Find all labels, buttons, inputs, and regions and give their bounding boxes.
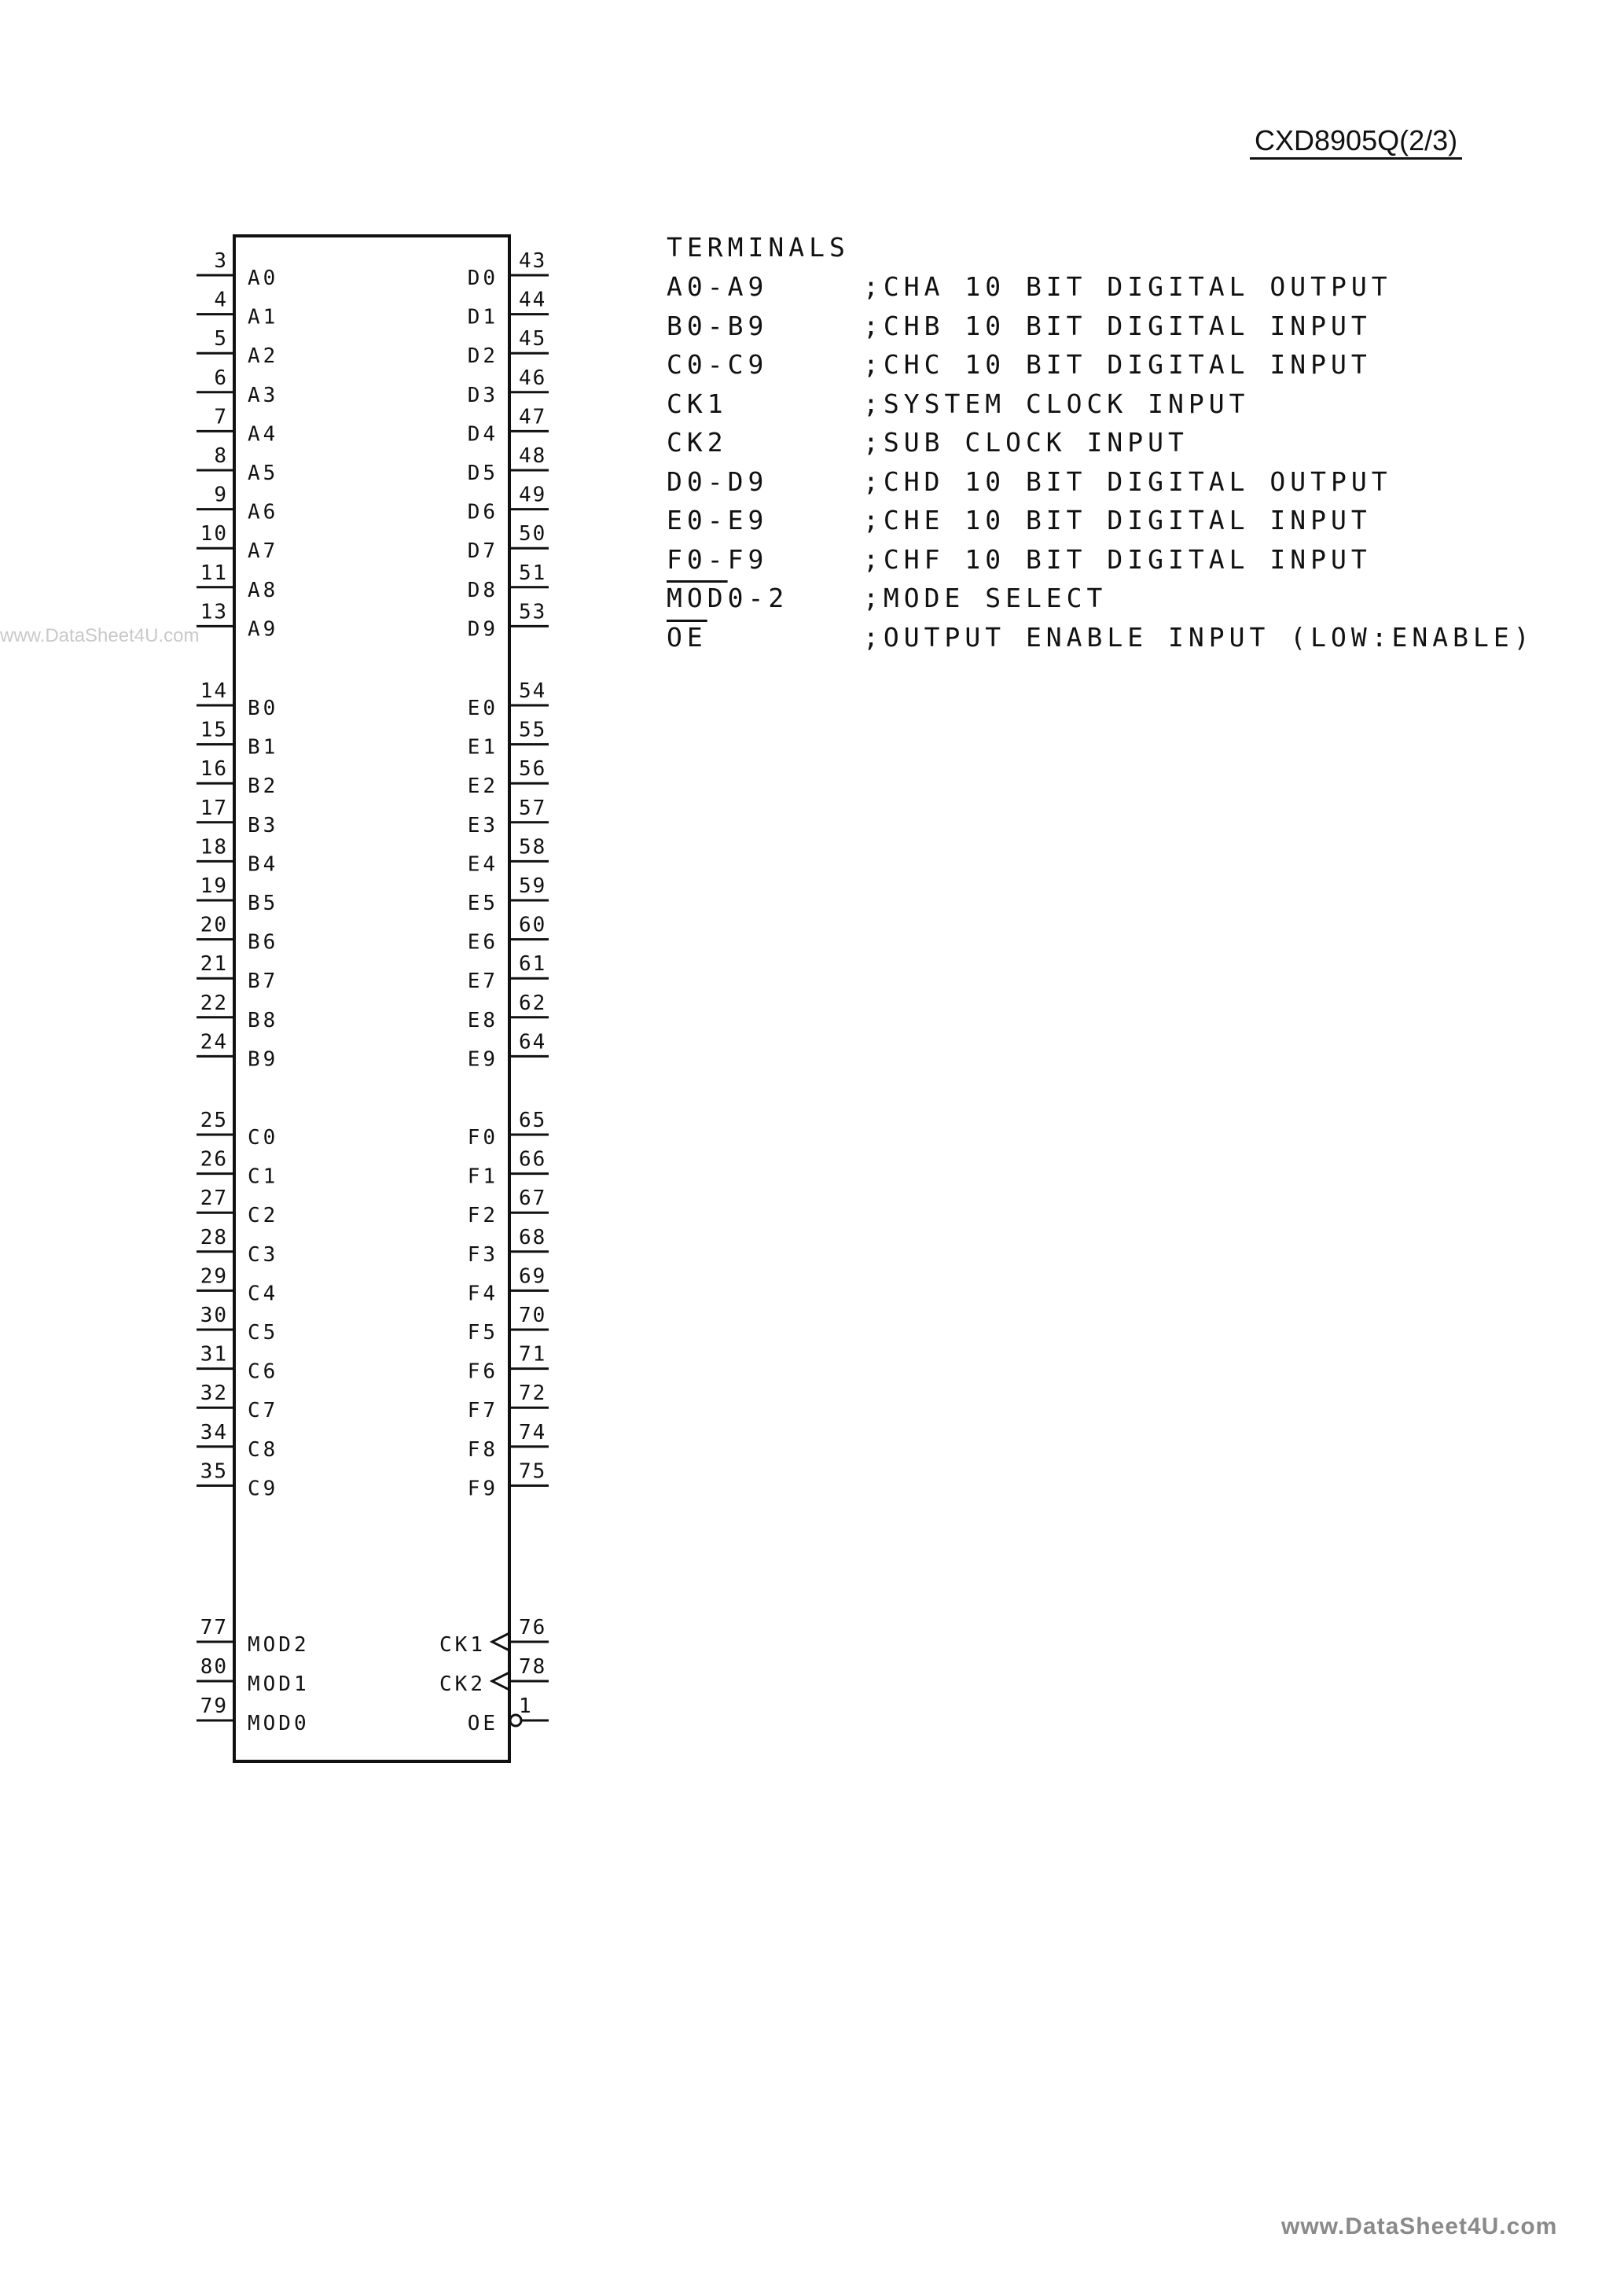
pin-number-left: 17 — [200, 796, 228, 820]
pin-number-left: 28 — [200, 1225, 228, 1249]
pin-label-left: A3 — [248, 383, 279, 407]
pin-label-right: F6 — [467, 1360, 498, 1384]
pin-label-left: A7 — [248, 539, 279, 564]
pin-number-right: 47 — [519, 405, 547, 429]
pin-number-left: 77 — [200, 1616, 228, 1639]
terminal-description: ;CHC 10 BIT DIGITAL INPUT — [863, 349, 1372, 380]
pin-label-left: B4 — [248, 852, 279, 877]
pin-number-left: 11 — [200, 561, 228, 585]
pin-number-right: 51 — [519, 561, 547, 585]
terminals-heading: TERMINALS — [667, 232, 850, 263]
pin-label-right: F3 — [467, 1242, 498, 1267]
pin-number-right: 75 — [519, 1459, 547, 1484]
pin-number-right: 58 — [519, 835, 547, 859]
pin-number-right: 64 — [519, 1030, 547, 1054]
pin-label-left: MOD0 — [248, 1712, 310, 1735]
pin-label-right: E9 — [467, 1047, 498, 1072]
pin-number-right: 72 — [519, 1382, 547, 1406]
pin-label-left: B9 — [248, 1047, 279, 1072]
pin-label-left: A1 — [248, 305, 279, 329]
terminal-key: C0-C9 — [667, 349, 769, 380]
pin-number-left: 10 — [200, 522, 228, 546]
pin-number-right: 56 — [519, 757, 547, 782]
pin-number-left: 15 — [200, 718, 228, 742]
pin-label-left: B1 — [248, 735, 279, 760]
pin-label-left: C0 — [248, 1126, 279, 1150]
pin-label-right: F9 — [467, 1477, 498, 1501]
pin-number-right: 74 — [519, 1420, 547, 1444]
pin-label-right: E2 — [467, 775, 498, 799]
pin-label-right: F2 — [467, 1204, 498, 1228]
pin-number-left: 5 — [214, 327, 228, 351]
terminal-description: ;MODE SELECT — [863, 583, 1108, 613]
pin-label-right: E0 — [467, 697, 498, 720]
pin-label-left: C1 — [248, 1165, 279, 1189]
pin-label-left: A5 — [248, 462, 279, 485]
pin-number-right: 54 — [519, 679, 547, 703]
pin-number-right: 1 — [519, 1694, 533, 1718]
pin-number-left: 31 — [200, 1342, 228, 1367]
pin-label-left: C3 — [248, 1242, 279, 1267]
pin-label-left: A8 — [248, 578, 279, 602]
pin-number-left: 13 — [200, 600, 228, 624]
pin-number-right: 48 — [519, 444, 547, 468]
pin-label-left: B0 — [248, 697, 279, 720]
pin-number-right: 46 — [519, 366, 547, 390]
pin-label-right: D2 — [467, 344, 498, 369]
pin-number-left: 16 — [200, 757, 228, 782]
pin-number-right: 60 — [519, 913, 547, 937]
pin-label-left: C8 — [248, 1437, 279, 1462]
terminal-key: CK2 — [667, 427, 728, 458]
pin-label-right: OE — [467, 1712, 498, 1735]
pin-number-right: 71 — [519, 1342, 547, 1367]
pin-number-left: 20 — [200, 913, 228, 937]
pin-label-right: CK2 — [439, 1672, 486, 1696]
pin-number-right: 44 — [519, 288, 547, 312]
pin-label-left: C9 — [248, 1477, 279, 1501]
pin-number-left: 9 — [214, 483, 228, 507]
pin-number-left: 29 — [200, 1264, 228, 1289]
pin-label-left: B8 — [248, 1008, 279, 1032]
pin-number-left: 8 — [214, 444, 228, 468]
pin-label-left: A0 — [248, 267, 279, 290]
pin-label-right: D4 — [467, 422, 498, 447]
terminal-key: $\overline{OE}$ — [667, 621, 707, 653]
pin-label-right: E5 — [467, 892, 498, 915]
pin-number-left: 27 — [200, 1187, 228, 1211]
pin-number-right: 53 — [519, 600, 547, 624]
pin-number-right: 67 — [519, 1187, 547, 1211]
terminal-description: ;SYSTEM CLOCK INPUT — [863, 388, 1250, 419]
pin-number-left: 34 — [200, 1420, 228, 1444]
pin-number-right: 65 — [519, 1109, 547, 1132]
pin-number-left: 26 — [200, 1147, 228, 1172]
pin-label-right: E3 — [467, 813, 498, 837]
terminal-key: E0-E9 — [667, 505, 769, 535]
pin-label-right: D8 — [467, 578, 498, 602]
pin-number-left: 80 — [200, 1655, 228, 1679]
pin-number-right: 45 — [519, 327, 547, 351]
terminal-key: B0-B9 — [667, 310, 769, 341]
pin-label-right: D9 — [467, 617, 498, 642]
pin-label-right: D0 — [467, 267, 498, 290]
pin-label-right: E8 — [467, 1008, 498, 1032]
pin-label-right: D7 — [467, 539, 498, 564]
pin-label-left: B2 — [248, 775, 279, 799]
pin-number-right: 61 — [519, 952, 547, 977]
pin-label-right: CK1 — [439, 1633, 486, 1657]
pin-number-right: 50 — [519, 522, 547, 546]
pin-label-left: C2 — [248, 1204, 279, 1228]
pin-label-right: F7 — [467, 1399, 498, 1423]
pin-number-left: 18 — [200, 835, 228, 859]
terminal-description: ;CHB 10 BIT DIGITAL INPUT — [863, 310, 1372, 341]
pin-number-left: 25 — [200, 1109, 228, 1132]
pin-number-left: 22 — [200, 991, 228, 1015]
pin-label-left: C4 — [248, 1282, 279, 1306]
pin-label-left: A4 — [248, 422, 279, 447]
pin-number-left: 4 — [214, 288, 228, 312]
pin-label-right: D1 — [467, 305, 498, 329]
terminal-description: ;SUB CLOCK INPUT — [863, 427, 1189, 458]
pin-label-left: B3 — [248, 813, 279, 837]
terminal-description: ;OUTPUT ENABLE INPUT (LOW:ENABLE) — [863, 621, 1534, 653]
pin-number-right: 70 — [519, 1304, 547, 1327]
pin-number-right: 76 — [519, 1616, 547, 1639]
pin-number-left: 14 — [200, 679, 228, 703]
pin-number-left: 24 — [200, 1030, 228, 1054]
pin-number-right: 49 — [519, 483, 547, 507]
watermark-bottom: www.DataSheet4U.com — [1281, 2213, 1558, 2239]
terminal-description: ;CHF 10 BIT DIGITAL INPUT — [863, 543, 1372, 575]
pin-label-left: MOD2 — [248, 1633, 310, 1657]
pin-label-left: A9 — [248, 617, 279, 642]
terminal-key: A0-A9 — [667, 271, 769, 302]
pin-label-right: D5 — [467, 462, 498, 485]
pin-number-left: 6 — [214, 366, 228, 390]
pin-number-left: 32 — [200, 1382, 228, 1406]
clock-input-marker — [492, 1633, 509, 1650]
pin-number-right: 57 — [519, 796, 547, 820]
pin-label-right: D6 — [467, 500, 498, 524]
terminal-description: ;CHA 10 BIT DIGITAL OUTPUT — [863, 271, 1392, 302]
terminal-description: ;CHD 10 BIT DIGITAL OUTPUT — [863, 465, 1392, 497]
terminal-key: D0-D9 — [667, 465, 769, 497]
part-number-header: CXD8905Q(2/3) — [1255, 124, 1458, 156]
pin-number-right: 68 — [519, 1225, 547, 1249]
pin-label-right: E6 — [467, 930, 498, 955]
pin-label-right: F4 — [467, 1282, 498, 1306]
pin-number-left: 79 — [200, 1694, 228, 1718]
pin-label-left: B6 — [248, 930, 279, 955]
terminal-key: CK1 — [667, 388, 728, 419]
terminal-key: $\overline{MOD}0-2$ — [667, 583, 789, 613]
pin-label-right: E1 — [467, 735, 498, 760]
terminal-key: F0-F9 — [667, 543, 769, 575]
pin-label-left: A2 — [248, 344, 279, 369]
pin-number-left: 35 — [200, 1459, 228, 1484]
pin-label-right: D3 — [467, 383, 498, 407]
pin-number-right: 55 — [519, 718, 547, 742]
pin-label-left: MOD1 — [248, 1672, 310, 1696]
pin-label-right: E7 — [467, 970, 498, 994]
pin-number-left: 3 — [214, 249, 228, 273]
pin-number-right: 69 — [519, 1264, 547, 1289]
pin-number-left: 30 — [200, 1304, 228, 1327]
pin-label-left: B7 — [248, 970, 279, 994]
pin-label-right: F0 — [467, 1126, 498, 1150]
pin-label-right: F8 — [467, 1437, 498, 1462]
pin-label-left: C5 — [248, 1321, 279, 1345]
pin-label-left: A6 — [248, 500, 279, 524]
pin-number-left: 7 — [214, 405, 228, 429]
pin-number-right: 62 — [519, 991, 547, 1015]
pin-label-left: B5 — [248, 892, 279, 915]
pin-label-left: C7 — [248, 1399, 279, 1423]
pin-label-right: F1 — [467, 1165, 498, 1189]
terminal-description: ;CHE 10 BIT DIGITAL INPUT — [863, 505, 1372, 535]
pin-number-right: 59 — [519, 874, 547, 898]
pin-number-left: 19 — [200, 874, 228, 898]
pin-number-right: 78 — [519, 1655, 547, 1679]
pin-number-left: 21 — [200, 952, 228, 977]
watermark-left: www.DataSheet4U.com — [0, 625, 200, 646]
pin-label-right: F5 — [467, 1321, 498, 1345]
pin-label-left: C6 — [248, 1360, 279, 1384]
clock-input-marker — [492, 1672, 509, 1690]
pin-label-right: E4 — [467, 852, 498, 877]
pin-number-right: 66 — [519, 1147, 547, 1172]
pin-number-right: 43 — [519, 249, 547, 273]
